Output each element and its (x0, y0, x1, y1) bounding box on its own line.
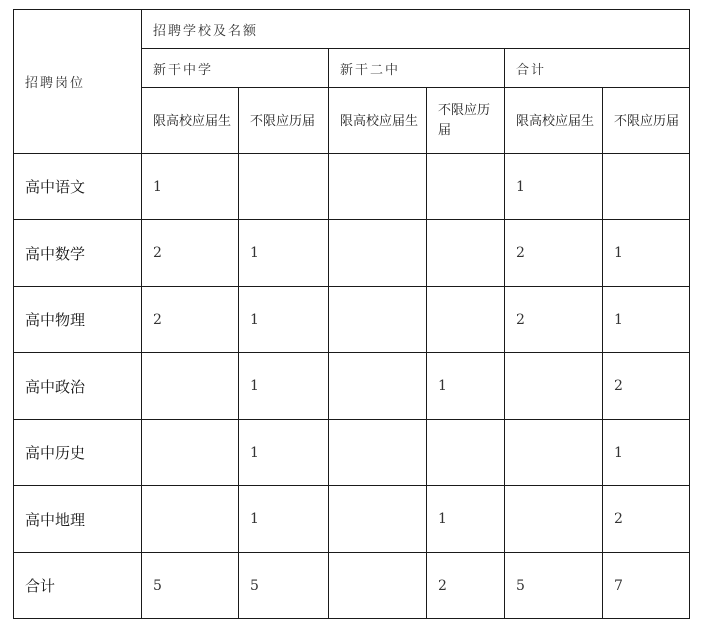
table-row-total (14, 553, 690, 619)
sub-header: 限高校应届生 (516, 113, 595, 129)
value-cell: 1 (142, 154, 239, 220)
value-cell: 2 (427, 553, 505, 619)
value-cell: 5 (239, 553, 329, 619)
post-header-cell (14, 10, 142, 154)
schools-title-cell (142, 10, 690, 49)
subject-cell: 高中数学 (14, 220, 142, 287)
value-cell: 2 (142, 220, 239, 287)
value-cell (329, 553, 427, 619)
sub-header: 不限应历届 (614, 113, 680, 129)
sub-header: 不限应历届 (250, 113, 316, 129)
subject-cell: 高中历史 (14, 420, 142, 486)
sub-header-cell (142, 88, 239, 154)
sub-header-cell (329, 88, 427, 154)
table-row (14, 353, 690, 420)
table-row (14, 220, 690, 287)
value-cell: 1 (239, 353, 329, 420)
value-cell: 5 (142, 553, 239, 619)
value-cell: 1 (427, 353, 505, 420)
value-cell: 2 (505, 220, 603, 287)
sub-header-cell (603, 88, 690, 154)
value-cell: 2 (505, 287, 603, 353)
subject-cell: 高中地理 (14, 486, 142, 553)
sub-header: 限高校应届生 (340, 113, 419, 129)
subject-cell: 高中物理 (14, 287, 142, 353)
sub-header-cell (427, 88, 505, 154)
table-row (14, 420, 690, 486)
value-cell: 2 (142, 287, 239, 353)
value-cell (427, 287, 505, 353)
value-cell (505, 420, 603, 486)
value-cell (142, 353, 239, 420)
sub-header-cell (239, 88, 329, 154)
value-cell: 1 (603, 420, 690, 486)
value-cell (329, 287, 427, 353)
value-cell: 1 (239, 486, 329, 553)
table-row (14, 287, 690, 353)
group-xingan-high: 新干中学 (153, 62, 214, 78)
value-cell: 2 (603, 353, 690, 420)
value-cell: 5 (505, 553, 603, 619)
sub-header-cell (505, 88, 603, 154)
post-header: 招聘岗位 (25, 76, 86, 91)
schools-title: 招聘学校及名额 (153, 23, 259, 39)
value-cell (505, 353, 603, 420)
recruitment-table (13, 9, 690, 619)
group-cell-xingan-no2 (329, 49, 505, 88)
value-cell (603, 154, 690, 220)
sub-header: 限高校应届生 (153, 113, 232, 129)
subject-cell: 高中政治 (14, 353, 142, 420)
value-cell: 1 (603, 287, 690, 353)
value-cell: 1 (239, 287, 329, 353)
value-cell: 1 (505, 154, 603, 220)
value-cell: 1 (427, 486, 505, 553)
value-cell (427, 154, 505, 220)
value-cell (427, 420, 505, 486)
value-cell (142, 420, 239, 486)
value-cell: 2 (603, 486, 690, 553)
group-cell-xingan-high (142, 49, 329, 88)
table-row (14, 154, 690, 220)
value-cell: 1 (603, 220, 690, 287)
value-cell (329, 154, 427, 220)
value-cell: 1 (239, 420, 329, 486)
group-total: 合计 (516, 62, 547, 78)
value-cell: 1 (239, 220, 329, 287)
table-row (14, 486, 690, 553)
value-cell: 7 (603, 553, 690, 619)
value-cell (329, 220, 427, 287)
value-cell (142, 486, 239, 553)
value-cell (239, 154, 329, 220)
subject-cell: 高中语文 (14, 154, 142, 220)
subject-cell: 合计 (14, 553, 142, 619)
value-cell (329, 420, 427, 486)
value-cell (329, 486, 427, 553)
group-cell-total (505, 49, 690, 88)
sub-header: 不限应历届 (438, 102, 491, 138)
group-xingan-no2: 新干二中 (340, 62, 401, 78)
value-cell (329, 353, 427, 420)
value-cell (427, 220, 505, 287)
value-cell (505, 486, 603, 553)
